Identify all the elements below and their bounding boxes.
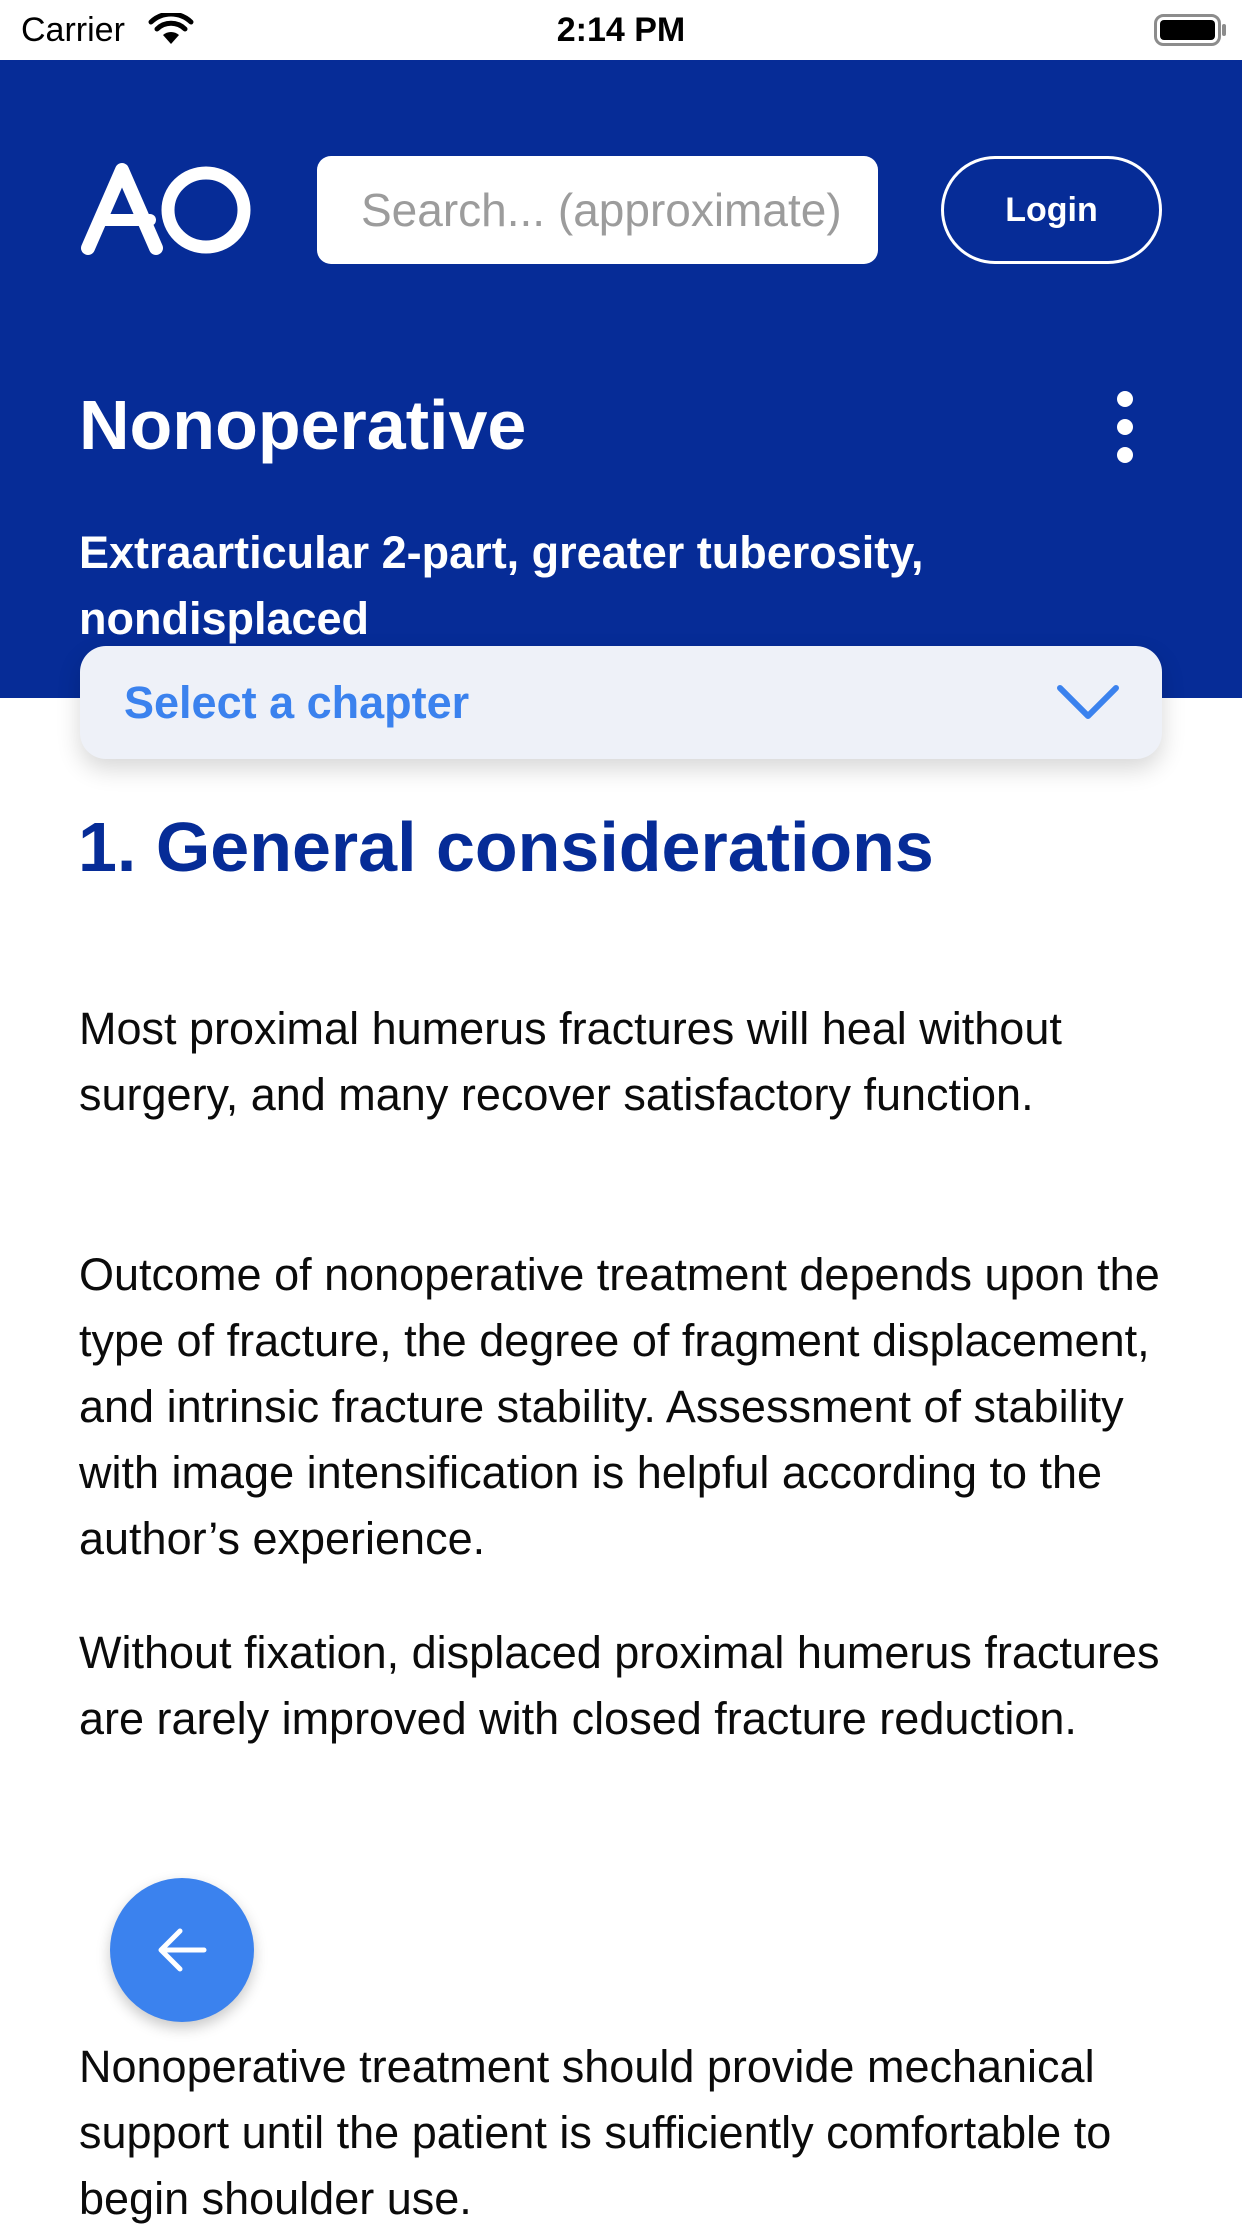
search-bar — [317, 156, 878, 264]
back-button[interactable] — [110, 1878, 254, 2022]
status-time: 2:14 PM — [556, 11, 686, 49]
ao-logo[interactable] — [80, 160, 252, 256]
page-title: Nonoperative — [79, 386, 527, 464]
battery-icon — [1154, 14, 1228, 46]
content-paragraph: Nonoperative treatment should provide mechanical support until the patient is sufficiently comfortable to begin shoulder use. — [79, 2041, 1112, 2224]
more-vertical-icon[interactable] — [1100, 390, 1150, 464]
page-header — [0, 60, 1242, 698]
search-input[interactable] — [317, 156, 878, 264]
status-bar — [0, 0, 1242, 60]
carrier-label: Carrier — [21, 11, 125, 49]
page-subtitle: Extraarticular 2-part, greater tuberosity, nondisplaced — [79, 527, 924, 644]
content-paragraph: Without fixation, displaced proximal humerus fractures are rarely improved with closed fracture reduction. — [79, 1627, 1160, 1744]
arrow-left-icon — [150, 1918, 214, 1982]
content-paragraph: Outcome of nonoperative treatment depends upon the type of fracture, the degree of fragment displacement, and intrinsic fracture stability. Assessment of stability with image intensification is helpful according to the author’s experience. — [79, 1249, 1160, 1564]
chevron-down-icon — [1055, 682, 1121, 724]
chapter-select-label: Select a chapter — [124, 677, 470, 728]
login-button[interactable]: Login — [941, 156, 1162, 264]
content-paragraph: Most proximal humerus fractures will heal without surgery, and many recover satisfactory function. — [79, 1003, 1062, 1120]
chapter-select[interactable] — [80, 646, 1162, 759]
section-heading: 1. General considerations — [78, 808, 934, 886]
